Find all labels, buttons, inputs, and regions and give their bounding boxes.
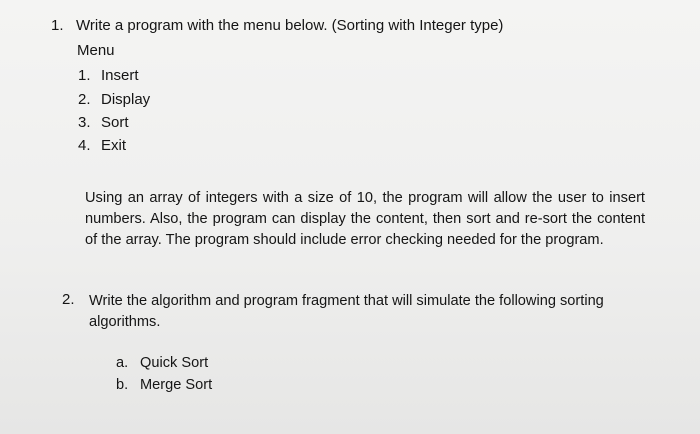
menu-item-label: Sort xyxy=(101,114,129,131)
menu-item-label: Display xyxy=(101,91,151,108)
sub-item-letter: b. xyxy=(116,377,129,393)
sub-item-letter: a. xyxy=(116,355,129,371)
menu-item-number: 1. xyxy=(78,67,91,84)
menu-item-insert xyxy=(78,67,139,84)
question-1-number: 1. xyxy=(51,17,64,34)
menu-item-number: 2. xyxy=(78,91,91,108)
menu-item-sort xyxy=(78,114,129,131)
question-1-paragraph: Using an array of integers with a size of 10, the program will allow the user to insert numbers. Also, the program can display the content, then sort and re-sort the content of the array. The program should include error checking needed for the program. xyxy=(85,190,645,249)
menu-item-label: Insert xyxy=(101,67,139,84)
question-2-text: Write the algorithm and program fragment that will simulate the following sorting algorithms. xyxy=(89,293,604,330)
menu-item-number: 4. xyxy=(78,137,91,154)
menu-item-exit xyxy=(78,137,126,154)
sub-item-merge-sort xyxy=(116,377,212,393)
question-1-text: Write a program with the menu below. (Sorting with Integer type) xyxy=(76,17,504,34)
menu-item-number: 3. xyxy=(78,114,91,131)
sub-item-label: Merge Sort xyxy=(140,377,213,393)
menu-title: Menu xyxy=(77,42,115,59)
menu-item-label: Exit xyxy=(101,137,127,154)
menu-item-display xyxy=(78,91,150,108)
question-2-number: 2. xyxy=(62,291,75,308)
sub-item-quick-sort xyxy=(116,355,208,371)
sub-item-label: Quick Sort xyxy=(140,355,209,371)
